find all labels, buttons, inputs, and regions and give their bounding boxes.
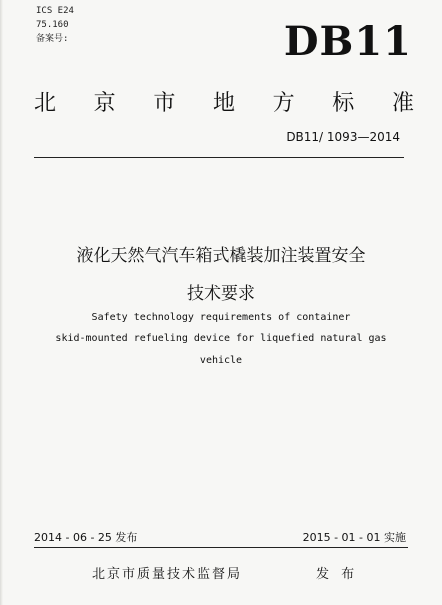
ics-code: ICS E24 [36, 6, 74, 16]
chinese-title-line-2: 技术要求 [187, 284, 255, 304]
bottom-divider [34, 547, 408, 548]
standard-type-char: 北 [34, 91, 57, 116]
publish-date: 2014 - 06 - 25 发布 [34, 531, 138, 544]
english-title-line-3: vehicle [199, 355, 243, 366]
standard-type-char: 市 [153, 91, 176, 116]
classification-number: 75.160 [36, 20, 69, 30]
standard-type-char: 地 [212, 91, 235, 116]
effective-date: 2015 - 01 - 01 实施 [302, 531, 406, 544]
standard-number: DB11/ 1093—2014 [286, 130, 400, 144]
top-divider [34, 157, 404, 158]
english-title-line-1: Safety technology requirements of container [91, 312, 351, 323]
standard-type-title [34, 86, 414, 117]
standard-type-char: 标 [332, 91, 355, 116]
chinese-title-line-1: 液化天然气汽车箱式橇装加注装置安全 [76, 246, 366, 266]
standard-type-char: 准 [391, 91, 414, 116]
issue-word: 发 布 [316, 567, 359, 582]
standard-type-char: 方 [272, 91, 295, 116]
issuing-authority: 北京市质量技术监督局 [92, 567, 243, 582]
standard-type-char: 京 [93, 91, 116, 116]
english-title-line-2: skid-mounted refueling device for liquefied natural gas [55, 333, 387, 344]
classification-block [36, 4, 74, 46]
filing-number-label: 备案号: [36, 34, 69, 44]
db-code-logo: DB11 [283, 18, 412, 65]
